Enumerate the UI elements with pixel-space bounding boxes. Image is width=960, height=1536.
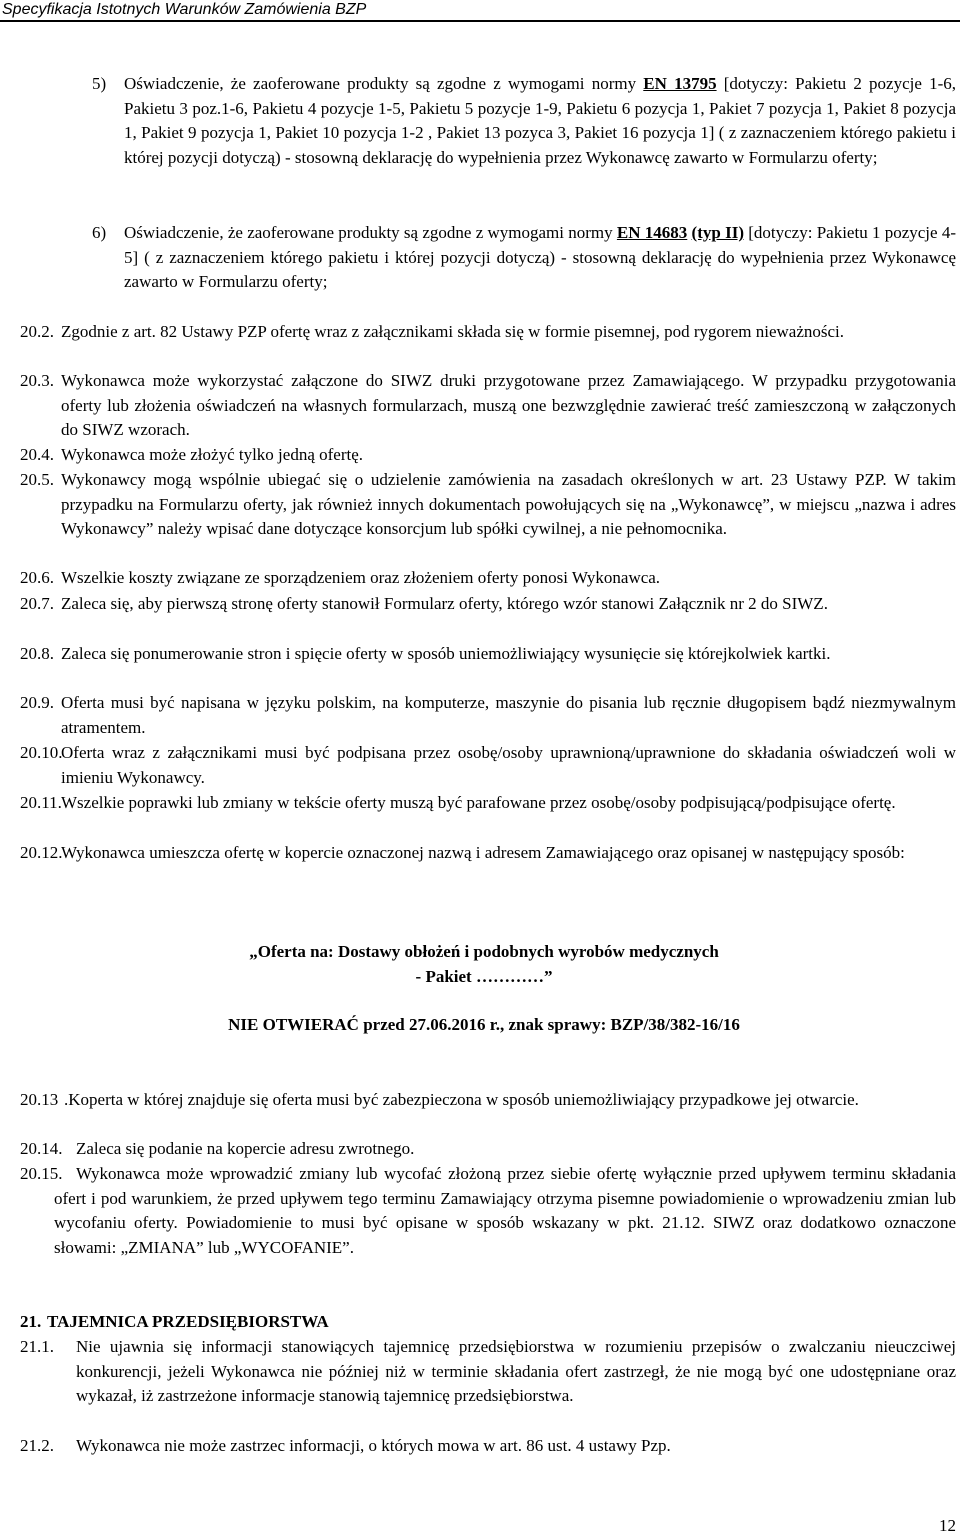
clause-number: 20.9. xyxy=(20,693,54,712)
clause-text: Zaleca się ponumerowanie stron i spięcie oferty w sposób uniemożliwiający wysunięcie się którejkolwiek kartki. xyxy=(61,644,831,663)
page-header xyxy=(0,0,960,24)
list-item-number: 6) xyxy=(92,223,107,242)
clause-text: Nie ujawnia się informacji stanowiących tajemnicę przedsiębiorstwa w rozumieniu przepisów o zwalczaniu nieuczciwej konkurencji, jeżeli Wykonawca nie później niż w terminie składania ofert zastrzegł, że nie mogą być one udostępniane oraz wykazał, iż zastrzeżone informacje stanowią tajemnicę przedsiębiorstwa. xyxy=(76,1337,956,1406)
clause-number: 20.4. xyxy=(20,445,54,464)
clause-number: 20.14. xyxy=(20,1139,63,1158)
clause-text: Wykonawca może wprowadzić zmiany lub wycofać złożoną przez siebie ofertę wyłącznie przed upływem terminu składania ofert i pod warunkiem, że przed upływem tego terminu Zamawiający otrzyma pisemne powiadomienie o wprowadzeniu zmian lub wycofaniu oferty. Powiadomienie to musi być opisane w sposób wskazany w pkt. 21.12. SIWZ oraz dodatkowo oznaczone słowami: „ZMIANA” lub „WYCOFANIE”. xyxy=(54,1164,956,1257)
header-divider xyxy=(0,20,960,22)
clause-number: 20.6. xyxy=(20,568,54,587)
page-number: 12 xyxy=(939,1516,956,1535)
clause-number: 21.1. xyxy=(20,1337,54,1356)
clause-text: Oferta musi być napisana w języku polskim, na komputerze, maszynie do pisania lub ręcznie długopisem bądź niezmywalnym atramentem. xyxy=(61,693,956,737)
clause-text: Wszelkie poprawki lub zmiany w tekście oferty muszą być parafowane przez osobę/osoby podpisującą/podpisujące ofertę. xyxy=(61,793,896,812)
list-item-text: Oświadczenie, że zaoferowane produkty są zgodne z wymogami normy EN 14683 (typ II) [dotyczy: Pakietu 1 pozycje 4-5] ( z zaznaczeniem którego pakietu i której pozycji dotyczą) - stosowną deklarację do wypełnienia przez Wykonawcę zawarto w Formularzu oferty; xyxy=(124,223,956,292)
section-heading: TAJEMNICA PRZEDSIĘBIORSTWA xyxy=(47,1312,329,1331)
clause-number: 21.2. xyxy=(20,1436,54,1455)
envelope-warning: NIE OTWIERAĆ przed 27.06.2016 r., znak sprawy: BZP/38/382-16/16 xyxy=(228,1015,740,1034)
clause-number: 20.15. xyxy=(20,1164,63,1183)
clause-number: 20.13 xyxy=(20,1090,59,1109)
clause-number: 20.2. xyxy=(20,322,54,341)
clause-text: Oferta wraz z załącznikami musi być podpisana przez osobę/osoby uprawnioną/uprawnione do składania oświadczeń woli w imieniu Wykonawcy. xyxy=(61,743,956,787)
clause-text: Wszelkie koszty związane ze sporządzeniem oraz złożeniem oferty ponosi Wykonawca. xyxy=(61,568,661,587)
clause-number: 20.11. xyxy=(20,793,62,812)
document-title: Specyfikacja Istotnych Warunków Zamówienia BZP xyxy=(2,1,367,18)
list-item-number: 5) xyxy=(92,74,107,93)
envelope-label-line: „Oferta na: Dostawy obłożeń i podobnych wyrobów medycznych xyxy=(249,942,719,961)
clause-number: 20.12. xyxy=(20,843,63,862)
clause-text: Zaleca się, aby pierwszą stronę oferty stanowił Formularz oferty, którego wzór stanowi Załącznik nr 2 do SIWZ. xyxy=(61,594,828,613)
clause-number: 20.3. xyxy=(20,371,54,390)
clause-text: Zgodnie z art. 82 Ustawy PZP ofertę wraz z załącznikami składa się w formie pisemnej, pod rygorem nieważności. xyxy=(61,322,844,341)
clause-number: 20.10. xyxy=(20,743,63,762)
norm-type: (typ II) xyxy=(691,223,744,242)
clause-number: 20.8. xyxy=(20,644,54,663)
clause-text: Wykonawca może złożyć tylko jedną ofertę. xyxy=(61,445,364,464)
clause-text: Wykonawca może wykorzystać załączone do SIWZ druki przygotowane przez Zamawiającego. W przypadku przygotowania oferty lub złożenia oświadczeń na własnych formularzach, muszą one bezwzględnie zawierać treść zamieszczoną w załączonych do SIWZ wzorach. xyxy=(61,371,956,440)
clause-text: Zaleca się podanie na kopercie adresu zwrotnego. xyxy=(76,1139,415,1158)
clause-text: Wykonawca umieszcza ofertę w kopercie oznaczonej nazwą i adresem Zamawiającego oraz opisanej w następujący sposób: xyxy=(61,843,905,862)
norm-reference: EN 14683 xyxy=(616,223,688,242)
clause-text: .Koperta w której znajduje się oferta musi być zabezpieczona w sposób uniemożliwiający przypadkowe jej otwarcie. xyxy=(64,1090,859,1109)
envelope-label-line: - Pakiet …………” xyxy=(415,967,553,986)
clause-text: Wykonawca nie może zastrzec informacji, o których mowa w art. 86 ust. 4 ustawy Pzp. xyxy=(76,1436,671,1455)
norm-reference: EN 13795 xyxy=(643,74,717,93)
list-item-text: Oświadczenie, że zaoferowane produkty są zgodne z wymogami normy EN 13795 [dotyczy: Pakietu 2 pozycje 1-6, Pakietu 3 poz.1-6, Pakietu 4 pozycje 1-5, Pakietu 5 pozycje 1-9, Pakietu 6 pozycja 1, Pakiet 7 pozycja 1, Pakiet 8 pozycja 1, Pakiet 9 pozycja 1, Pakiet 10 pozycja 1-2 , Pakiet 13 pozyca 3, Pakiet 16 pozycja 1] ( z zaznaczeniem którego pakietu i której pozycji dotyczą) - stosowną deklarację do wypełnienia przez Wykonawcę zawarto w Formularzu oferty; xyxy=(124,74,956,167)
section-number: 21. xyxy=(20,1312,42,1331)
clause-number: 20.7. xyxy=(20,594,54,613)
clause-text: Wykonawcy mogą wspólnie ubiegać się o udzielenie zamówienia na zasadach określonych w art. 23 Ustawy PZP. W takim przypadku na Formularzu oferty, jak również innych dokumentach powołujących się na „Wykonawcę”, w miejscu „nazwa i adres Wykonawcy” należy wpisać dane dotyczące konsorcjum lub spółki cywilnej, a nie pełnomocnika. xyxy=(61,470,956,539)
clause-number: 20.5. xyxy=(20,470,54,489)
